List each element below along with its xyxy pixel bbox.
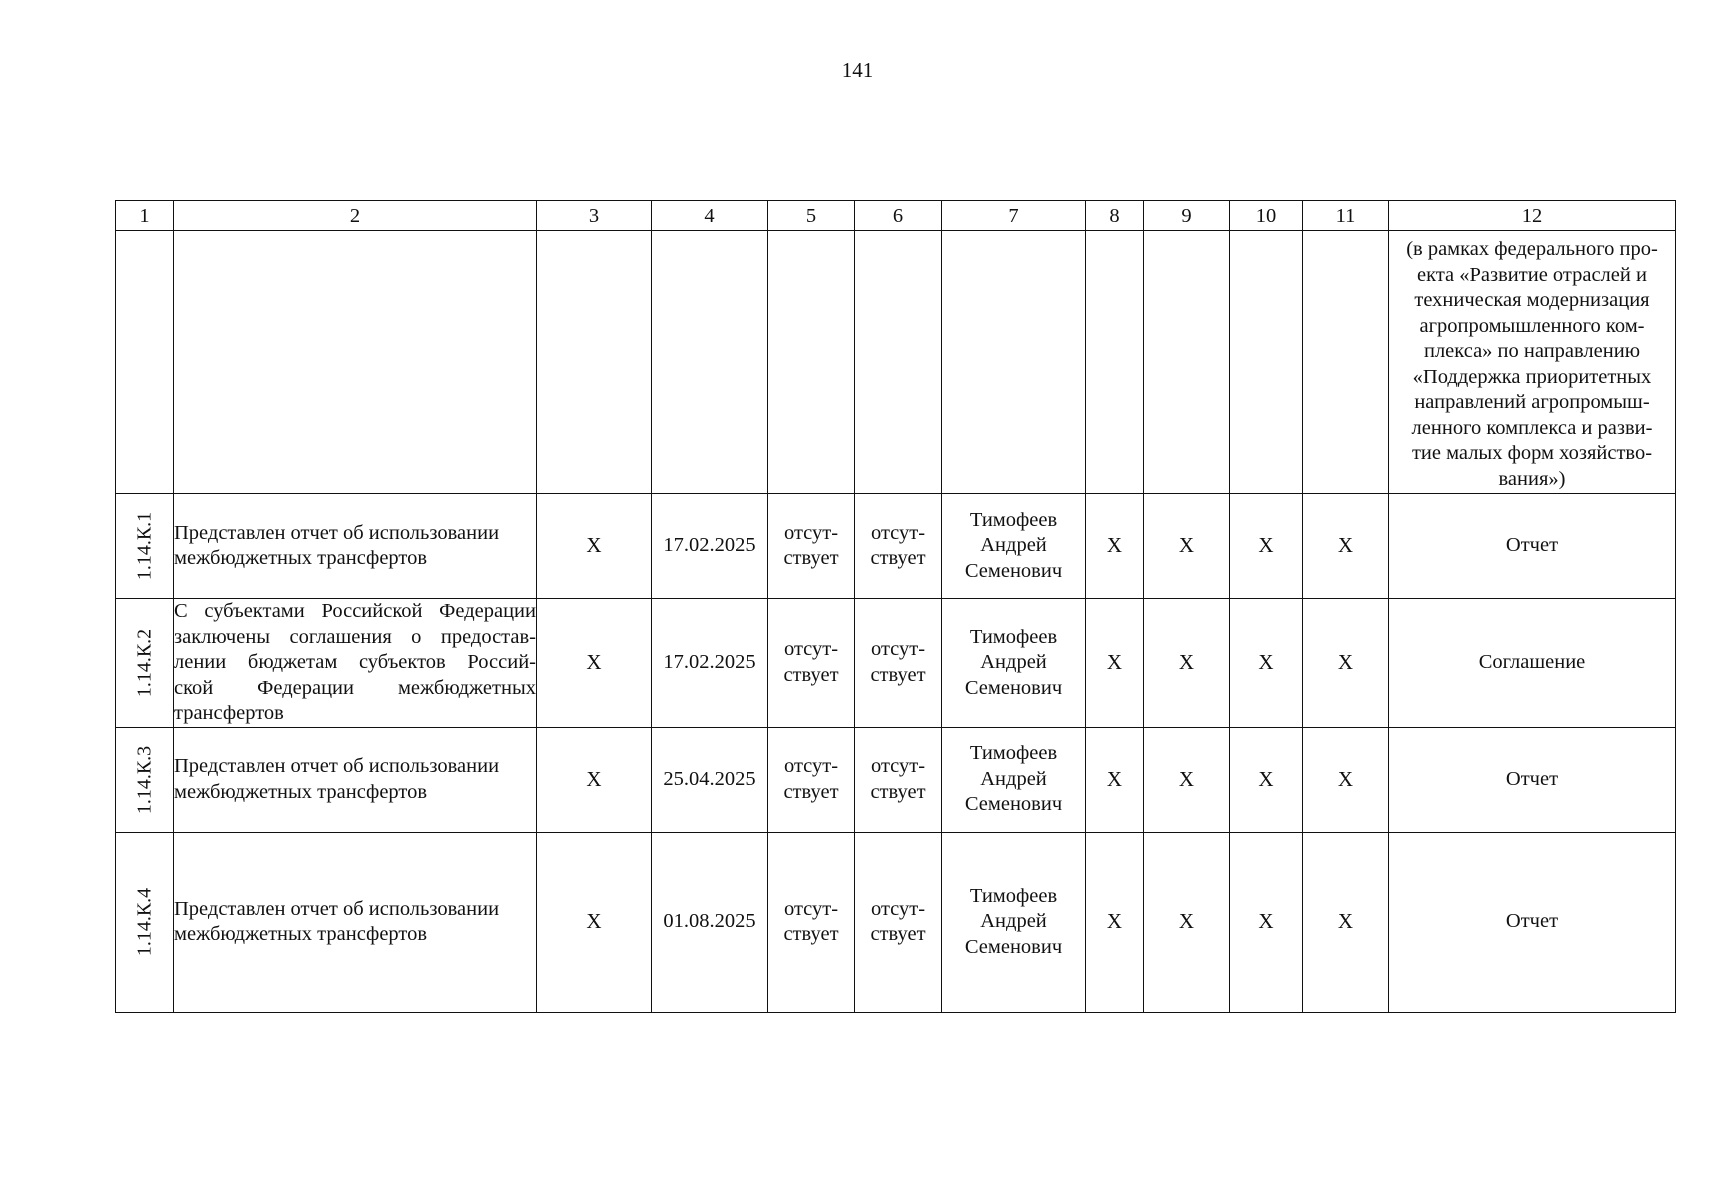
text-line: Семенович [964, 676, 1063, 699]
document-cell: Отчет [1389, 494, 1676, 599]
column-number: 5 [768, 201, 855, 231]
text-line: С субъектами Российской Федерации [174, 600, 536, 622]
x-mark: X [537, 494, 652, 599]
text-line: ской Федерации межбюджетных [174, 676, 536, 699]
x-mark: X [1086, 599, 1144, 728]
absent-cell [855, 727, 942, 832]
column-number: 7 [942, 201, 1086, 231]
description-cell [174, 599, 537, 728]
text-line: отсут- [870, 521, 926, 544]
absent-cell [768, 494, 855, 599]
text-line: екта «Развитие отраслей и [1417, 263, 1647, 286]
empty-cell [768, 231, 855, 494]
text-line: Тимофеев [969, 508, 1058, 531]
table-row [116, 599, 1676, 728]
x-mark: X [1144, 494, 1230, 599]
column-number-row [116, 201, 1676, 231]
responsible-cell [942, 727, 1086, 832]
responsible-cell [942, 494, 1086, 599]
x-mark: X [1230, 727, 1303, 832]
x-mark: X [1303, 599, 1389, 728]
absent-cell [855, 832, 942, 1012]
responsible-cell [942, 599, 1086, 728]
row-code: 1.14.К.3 [132, 745, 155, 814]
empty-cell [174, 231, 537, 494]
continuation-row [116, 231, 1676, 494]
row-code: 1.14.К.2 [132, 628, 155, 697]
column-number: 12 [1389, 201, 1676, 231]
text-line: ствует [783, 663, 839, 686]
column-number: 6 [855, 201, 942, 231]
text-line: «Поддержка приоритетных [1412, 365, 1652, 388]
text-line: ствует [870, 780, 926, 803]
date-cell: 17.02.2025 [652, 599, 768, 728]
date-cell: 01.08.2025 [652, 832, 768, 1012]
x-mark: X [1144, 599, 1230, 728]
x-mark: X [1086, 727, 1144, 832]
row-code-cell [116, 727, 174, 832]
x-mark: X [1230, 599, 1303, 728]
empty-cell [537, 231, 652, 494]
x-mark: X [537, 599, 652, 728]
text-line: ленного комплекса и разви- [1411, 416, 1653, 439]
description-cell [174, 727, 537, 832]
column-number: 4 [652, 201, 768, 231]
text-line: агропромышленного ком- [1419, 314, 1645, 337]
document-cell: Отчет [1389, 727, 1676, 832]
table-row [116, 832, 1676, 1012]
text-line: ствует [870, 547, 926, 569]
empty-cell [1230, 231, 1303, 494]
x-mark: X [1144, 832, 1230, 1012]
x-mark: X [1144, 727, 1230, 832]
table-row [116, 727, 1676, 832]
text-line: Тимофеев [969, 884, 1058, 907]
text-line: техническая модернизация [1414, 289, 1650, 311]
text-line: Семенович [964, 793, 1063, 816]
x-mark: X [1230, 494, 1303, 599]
control-points-table [115, 200, 1676, 1013]
empty-cell [855, 231, 942, 494]
text-line: ствует [783, 923, 839, 945]
text-line: отсут- [783, 897, 839, 920]
table-row [116, 494, 1676, 599]
description-cell [174, 494, 537, 599]
text-line: Андрей [980, 651, 1047, 673]
column-number: 1 [116, 201, 174, 231]
text-line: межбюджетных трансфертов [174, 923, 428, 945]
empty-cell [1303, 231, 1389, 494]
page-number: 141 [841, 58, 874, 82]
empty-cell [116, 231, 174, 494]
row-code-cell [116, 494, 174, 599]
absent-cell [768, 599, 855, 728]
text-line: межбюджетных трансфертов [174, 780, 428, 803]
text-line: трансфертов [174, 702, 284, 724]
text-line: тие малых форм хозяйство- [1411, 442, 1653, 464]
absent-cell [768, 727, 855, 832]
text-line: отсут- [870, 638, 926, 661]
row-code: 1.14.К.1 [132, 511, 155, 581]
column-number: 9 [1144, 201, 1230, 231]
text-line: Семенович [964, 559, 1063, 582]
text-line: вания») [1498, 467, 1566, 490]
document-cell: Отчет [1389, 832, 1676, 1012]
document-cell: Соглашение [1389, 599, 1676, 728]
text-line: заключены соглашения о предостав- [174, 625, 536, 648]
text-line: Андрей [980, 534, 1047, 557]
text-line: Андрей [980, 910, 1047, 933]
absent-cell [768, 832, 855, 1012]
absent-cell [855, 494, 942, 599]
text-line: отсут- [783, 521, 839, 544]
text-line: Представлен отчет об использовании [174, 521, 500, 544]
date-cell: 17.02.2025 [652, 494, 768, 599]
x-mark: X [537, 832, 652, 1012]
absent-cell [855, 599, 942, 728]
text-line: Тимофеев [969, 742, 1058, 765]
continuation-text [1389, 231, 1676, 494]
row-code-cell [116, 599, 174, 728]
text-line: отсут- [870, 897, 926, 920]
x-mark: X [1303, 494, 1389, 599]
text-line: Андрей [980, 767, 1047, 790]
text-line: ствует [870, 663, 926, 686]
text-line: отсут- [783, 755, 839, 777]
x-mark: X [1303, 832, 1389, 1012]
responsible-cell [942, 832, 1086, 1012]
column-number: 8 [1086, 201, 1144, 231]
text-line: Семенович [964, 935, 1063, 958]
column-number: 10 [1230, 201, 1303, 231]
text-line: Тимофеев [969, 625, 1058, 648]
x-mark: X [1230, 832, 1303, 1012]
text-line: плекса» по направлению [1423, 340, 1641, 362]
text-line: Представлен отчет об использовании [174, 755, 500, 777]
row-code-cell [116, 832, 174, 1012]
text-line: лении бюджетам субъектов Россий- [174, 651, 536, 673]
empty-cell [1086, 231, 1144, 494]
empty-cell [1144, 231, 1230, 494]
text-line: межбюджетных трансфертов [174, 547, 428, 569]
column-number: 3 [537, 201, 652, 231]
date-cell: 25.04.2025 [652, 727, 768, 832]
x-mark: X [537, 727, 652, 832]
column-number: 11 [1303, 201, 1389, 231]
text-line: направлений агропромыш- [1414, 391, 1650, 413]
text-line: ствует [870, 923, 926, 945]
row-code: 1.14.К.4 [132, 887, 155, 957]
x-mark: X [1086, 494, 1144, 599]
x-mark: X [1086, 832, 1144, 1012]
empty-cell [652, 231, 768, 494]
x-mark: X [1303, 727, 1389, 832]
column-number: 2 [174, 201, 537, 231]
text-line: отсут- [783, 638, 839, 661]
text-line: (в рамках федерального про- [1406, 238, 1658, 260]
text-line: ствует [783, 547, 839, 569]
empty-cell [942, 231, 1086, 494]
description-cell [174, 832, 537, 1012]
text-line: Представлен отчет об использовании [174, 897, 500, 920]
text-line: ствует [783, 780, 839, 803]
text-line: отсут- [870, 755, 926, 777]
